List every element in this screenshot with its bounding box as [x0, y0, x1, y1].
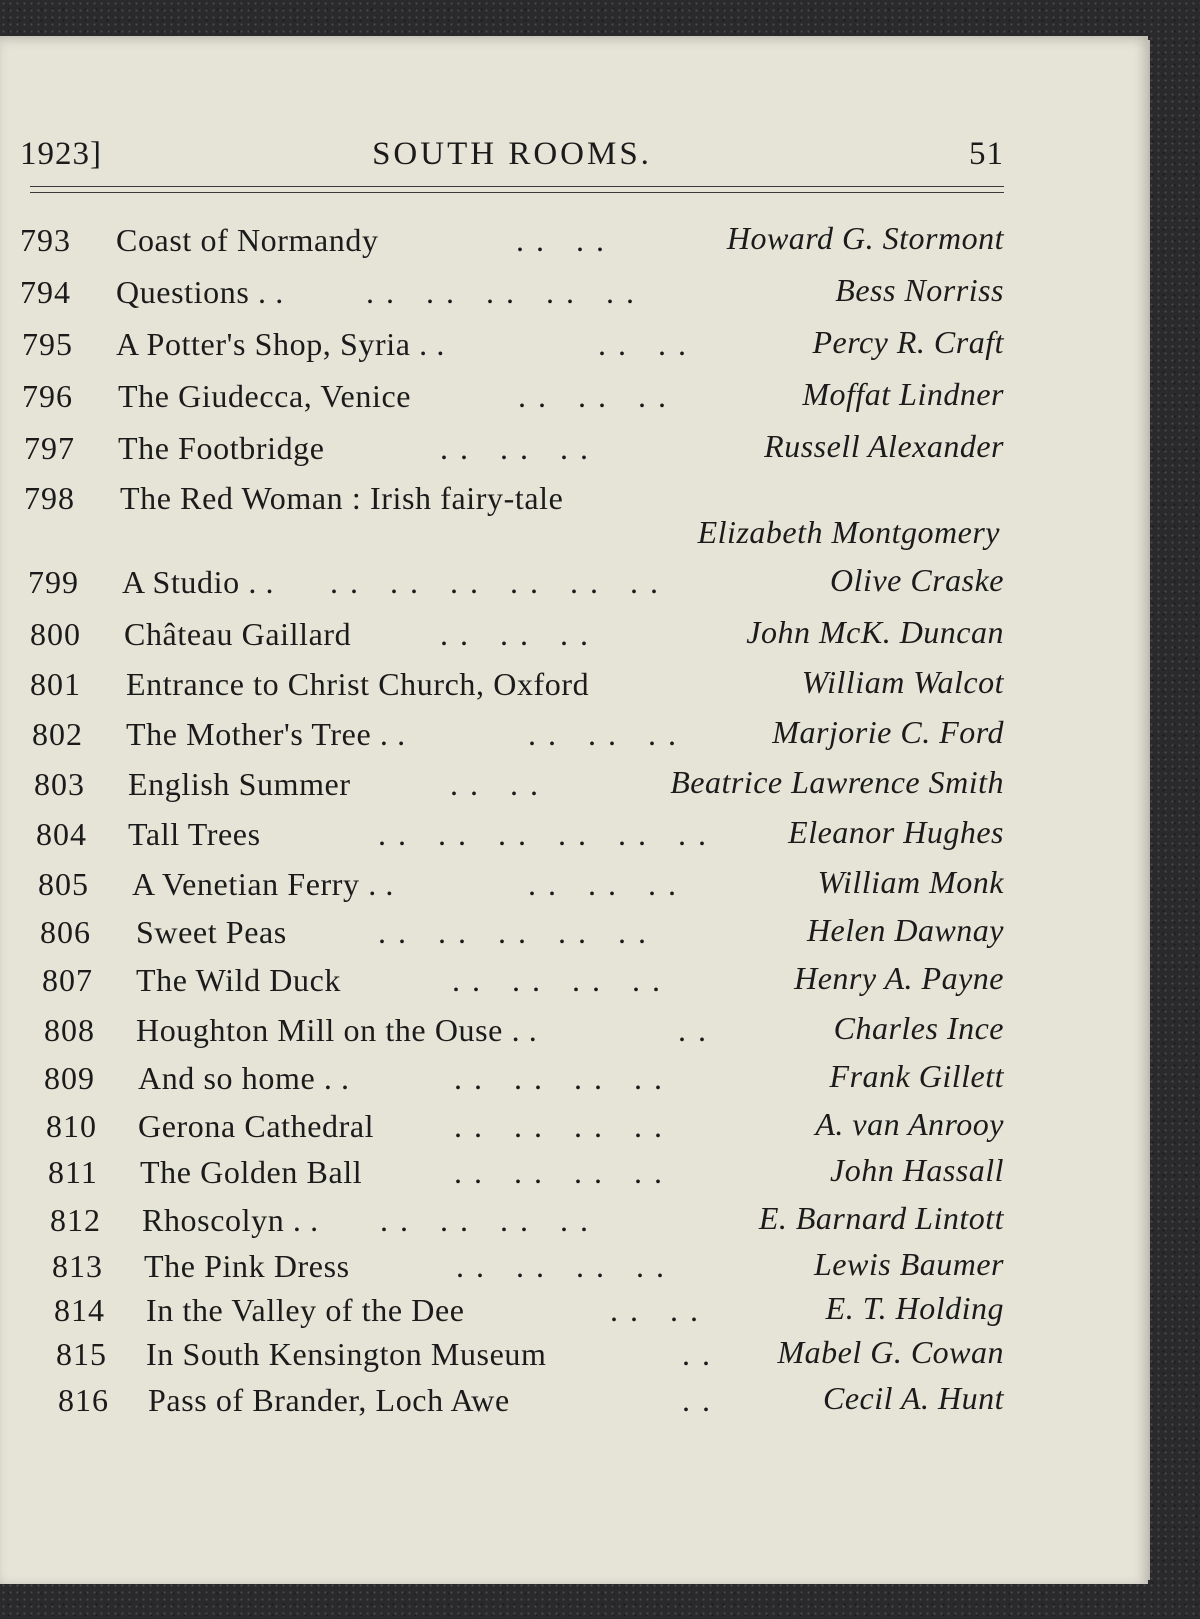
entry-artist: William Monk	[817, 864, 1004, 900]
entry-808	[0, 1012, 1148, 1060]
entry-title: The Mother's Tree . .	[126, 716, 406, 752]
entry-title: Château Gaillard	[124, 616, 352, 652]
entry-803	[0, 766, 1148, 814]
entry-number: 804	[36, 816, 87, 852]
entry-leader: . . . . . . . .	[452, 962, 662, 998]
entry-title: The Giudecca, Venice	[118, 378, 412, 414]
entry-leader: . . . . . . . .	[456, 1248, 666, 1284]
entry-801	[0, 666, 1148, 714]
entry-leader: . . . .	[610, 1292, 700, 1328]
entry-artist: Beatrice Lawrence Smith	[670, 764, 1004, 800]
entry-number: 798	[24, 480, 75, 516]
entry-793	[0, 222, 1148, 270]
entry-806	[0, 914, 1148, 962]
entry-title: A Venetian Ferry . .	[132, 866, 395, 902]
entry-artist: Eleanor Hughes	[788, 814, 1004, 850]
entry-number: 795	[22, 326, 73, 362]
entry-802	[0, 716, 1148, 764]
entry-799	[0, 564, 1148, 612]
entry-artist: John McK. Duncan	[746, 614, 1004, 650]
entry-title: The Golden Ball	[140, 1154, 363, 1190]
entry-title: Coast of Normandy	[116, 222, 379, 258]
entry-number: 811	[48, 1154, 98, 1190]
entry-leader: . . . . . . . .	[454, 1060, 664, 1096]
entry-title: The Red Woman : Irish fairy-tale	[120, 480, 564, 516]
entry-title: A Studio . .	[122, 564, 275, 600]
entry-artist: Cecil A. Hunt	[823, 1380, 1004, 1416]
entry-number: 815	[56, 1336, 107, 1372]
entry-artist: Lewis Baumer	[814, 1246, 1004, 1282]
entry-artist: Helen Dawnay	[806, 912, 1004, 948]
entry-artist: Percy R. Craft	[812, 324, 1004, 360]
entry-artist: Bess Norriss	[835, 272, 1004, 308]
entry-title: Sweet Peas	[136, 914, 287, 950]
entry-title: In the Valley of the Dee	[146, 1292, 465, 1328]
entry-number: 802	[32, 716, 83, 752]
entry-number: 803	[34, 766, 85, 802]
entry-title: The Footbridge	[118, 430, 325, 466]
entry-816	[0, 1382, 1148, 1430]
catalogue-page	[0, 36, 1148, 1584]
entry-artist: Frank Gillett	[829, 1058, 1004, 1094]
entry-814	[0, 1292, 1148, 1340]
entry-leader: . . . . . . . .	[454, 1154, 664, 1190]
entry-artist: William Walcot	[801, 664, 1004, 700]
entry-number: 806	[40, 914, 91, 950]
header-page-number: 51	[969, 136, 1004, 172]
entry-804	[0, 816, 1148, 864]
entry-artist: Henry A. Payne	[794, 960, 1004, 996]
entry-leader: . .	[682, 1336, 712, 1372]
entry-leader: . . . .	[598, 326, 688, 362]
entry-leader: . . . . . . . . . .	[378, 914, 648, 950]
entry-artist: Charles Ince	[833, 1010, 1004, 1046]
entry-number: 810	[46, 1108, 97, 1144]
entry-number: 814	[54, 1292, 105, 1328]
entry-leader: . . . . . . . .	[454, 1108, 664, 1144]
entry-artist: Moffat Lindner	[802, 376, 1004, 412]
entry-artist: E. Barnard Lintott	[758, 1200, 1004, 1236]
entry-leader: . .	[682, 1382, 712, 1418]
entry-812	[0, 1202, 1148, 1250]
entry-title: English Summer	[128, 766, 351, 802]
entry-leader: . . . . . . . .	[380, 1202, 590, 1238]
entry-artist: A. van Anrooy	[815, 1106, 1004, 1142]
entry-number: 799	[28, 564, 79, 600]
entry-795	[0, 326, 1148, 374]
entry-leader: . . . . . . . . . .	[366, 274, 636, 310]
entry-number: 813	[52, 1248, 103, 1284]
entry-artist: John Hassall	[830, 1152, 1004, 1188]
entry-number: 793	[20, 222, 71, 258]
entry-title: Houghton Mill on the Ouse . .	[136, 1012, 538, 1048]
entry-leader: . . . . . .	[518, 378, 668, 414]
entry-number: 808	[44, 1012, 95, 1048]
entry-796	[0, 378, 1148, 426]
entry-leader: . .	[678, 1012, 708, 1048]
entry-title: A Potter's Shop, Syria . .	[116, 326, 445, 362]
entry-leader: . . . . . .	[440, 616, 590, 652]
entry-811	[0, 1154, 1148, 1202]
entry-artist: Marjorie C. Ford	[772, 714, 1004, 750]
entry-number: 797	[24, 430, 75, 466]
entry-number: 809	[44, 1060, 95, 1096]
entry-800	[0, 616, 1148, 664]
entry-797	[0, 430, 1148, 478]
entry-807	[0, 962, 1148, 1010]
entry-title: The Pink Dress	[144, 1248, 350, 1284]
entry-number: 805	[38, 866, 89, 902]
entry-leader: . . . . . . . . . . . .	[378, 816, 708, 852]
entry-798	[0, 480, 1148, 566]
header-title: SOUTH ROOMS.	[372, 136, 652, 172]
entry-leader: . . . . . . . . . . . .	[330, 564, 660, 600]
entry-leader: . . . . . .	[528, 716, 678, 752]
entry-leader: . . . .	[516, 222, 606, 258]
entry-title: And so home . .	[138, 1060, 350, 1096]
entry-title: Tall Trees	[128, 816, 261, 852]
entry-number: 796	[22, 378, 73, 414]
entry-leader: . . . . . .	[528, 866, 678, 902]
entry-number: 794	[20, 274, 71, 310]
entry-artist: Mabel G. Cowan	[777, 1334, 1004, 1370]
entry-813	[0, 1248, 1148, 1296]
entry-number: 801	[30, 666, 81, 702]
entry-number: 816	[58, 1382, 109, 1418]
entry-number: 812	[50, 1202, 101, 1238]
entry-artist: Olive Craske	[830, 562, 1004, 598]
entry-number: 807	[42, 962, 93, 998]
header-year: 1923]	[20, 136, 102, 172]
entry-artist: Elizabeth Montgomery	[697, 514, 1000, 550]
entry-794	[0, 274, 1148, 322]
entry-artist: E. T. Holding	[825, 1290, 1004, 1326]
entry-title: Gerona Cathedral	[138, 1108, 375, 1144]
entry-title: Pass of Brander, Loch Awe	[148, 1382, 510, 1418]
entry-805	[0, 866, 1148, 914]
entry-leader: . . . .	[450, 766, 540, 802]
entry-artist: Russell Alexander	[764, 428, 1004, 464]
running-head	[20, 136, 1004, 180]
entry-artist: Howard G. Stormont	[726, 220, 1004, 256]
entry-title: Questions . .	[116, 274, 284, 310]
entry-title: The Wild Duck	[136, 962, 341, 998]
entry-810	[0, 1108, 1148, 1156]
header-double-rule	[30, 186, 1004, 193]
entry-number: 800	[30, 616, 81, 652]
entry-815	[0, 1336, 1148, 1384]
entry-809	[0, 1060, 1148, 1108]
entry-leader: . . . . . .	[440, 430, 590, 466]
entry-title: In South Kensington Museum	[146, 1336, 547, 1372]
entry-title: Entrance to Christ Church, Oxford	[126, 666, 590, 702]
entry-title: Rhoscolyn . .	[142, 1202, 319, 1238]
